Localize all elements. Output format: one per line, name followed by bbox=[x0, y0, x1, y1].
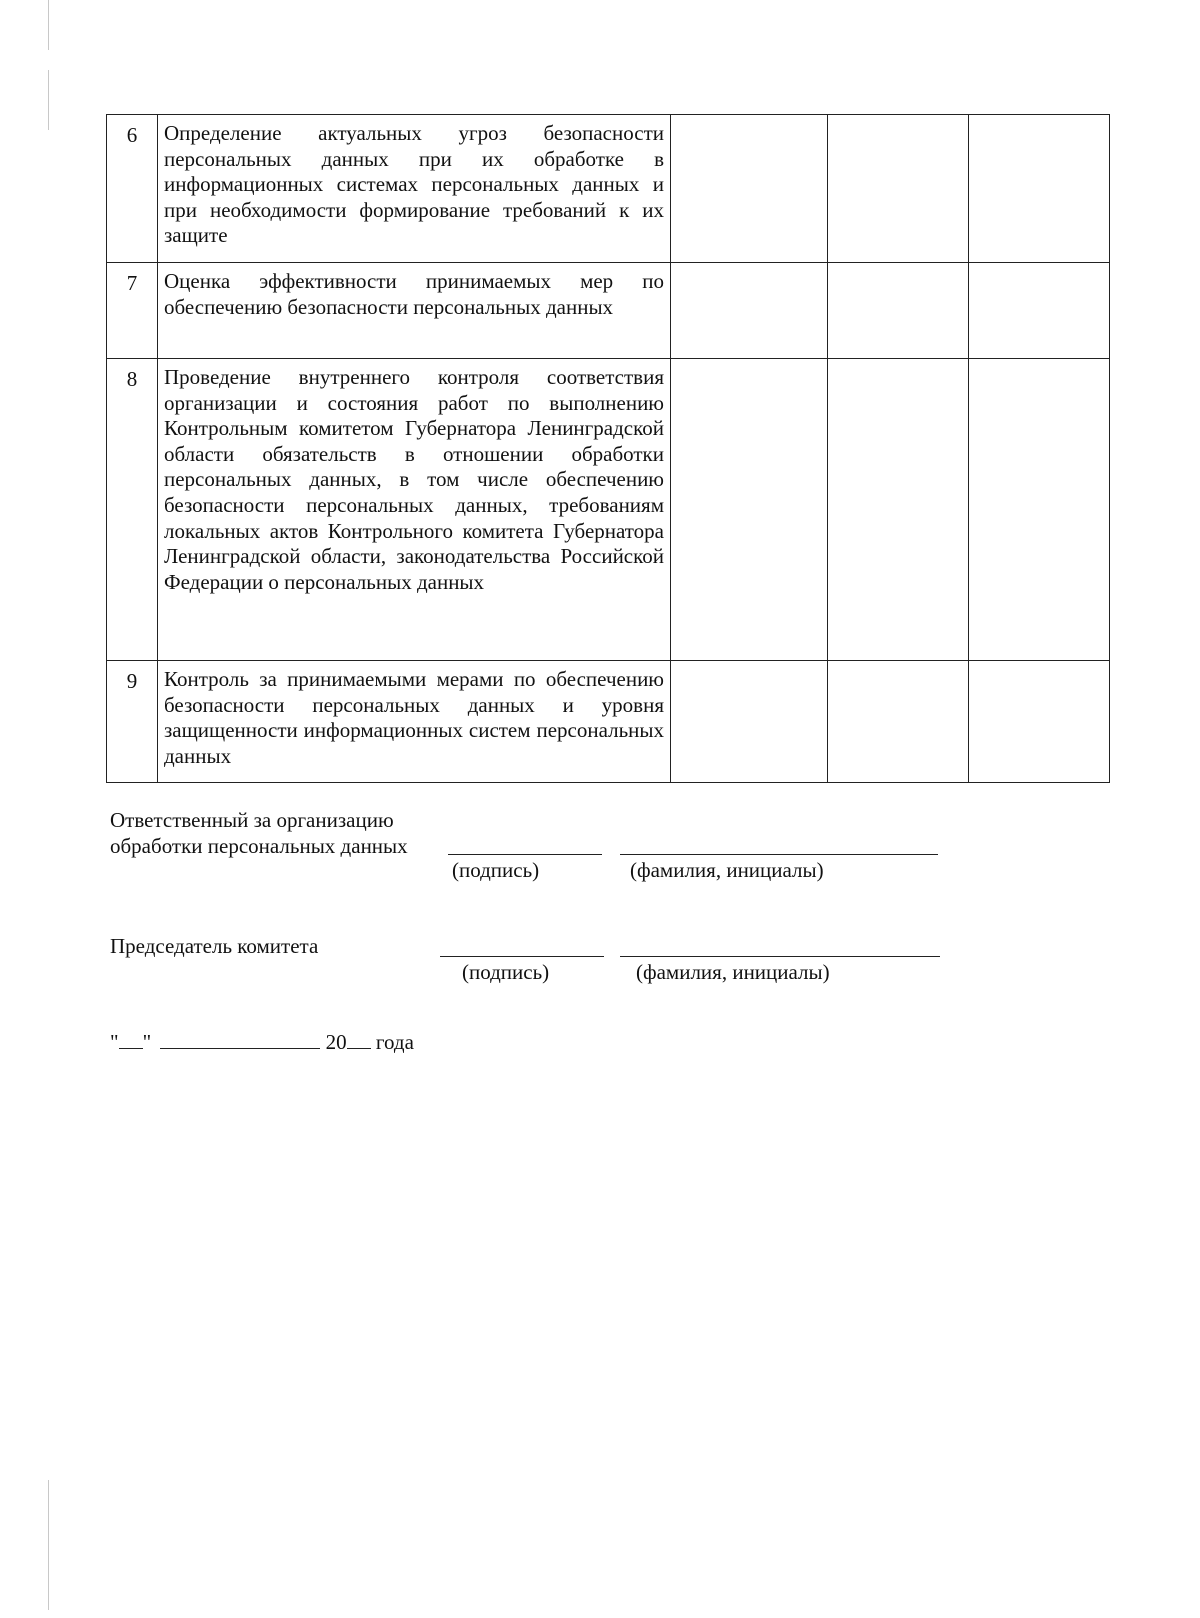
chairman-label: Председатель комитета bbox=[110, 934, 319, 958]
responsible-signature-line bbox=[448, 854, 602, 855]
scan-edge-top bbox=[48, 0, 49, 50]
date-close-quote: " bbox=[142, 1030, 152, 1054]
chairman-signature-line bbox=[440, 956, 604, 957]
empty-cell bbox=[828, 359, 969, 661]
responsible-signature-caption: (подпись) bbox=[452, 858, 540, 882]
chairman-name-line bbox=[620, 956, 940, 957]
table-row bbox=[107, 661, 1110, 783]
row-text: Оценка эффективности принимаемых мер по обеспечению безопасности персональных данных bbox=[158, 263, 671, 359]
empty-cell bbox=[671, 115, 828, 263]
responsible-name-line bbox=[620, 854, 938, 855]
empty-cell bbox=[671, 359, 828, 661]
responsible-name-caption: (фамилия, инициалы) bbox=[630, 858, 824, 882]
empty-cell bbox=[828, 661, 969, 783]
empty-cell bbox=[969, 263, 1110, 359]
year-blank bbox=[347, 1030, 371, 1049]
day-blank bbox=[119, 1030, 143, 1049]
scan-edge-bottom bbox=[48, 1480, 49, 1610]
row-number: 9 bbox=[107, 661, 158, 783]
date-open-quote: " bbox=[110, 1030, 119, 1054]
empty-cell bbox=[969, 359, 1110, 661]
row-number: 7 bbox=[107, 263, 158, 359]
table-row bbox=[107, 115, 1110, 263]
chairman-signature-caption: (подпись) bbox=[462, 960, 550, 984]
measures-table bbox=[106, 114, 1110, 783]
empty-cell bbox=[671, 263, 828, 359]
table-row bbox=[107, 359, 1110, 661]
year-suffix: года bbox=[375, 1030, 414, 1054]
row-number: 6 bbox=[107, 115, 158, 263]
empty-cell bbox=[671, 661, 828, 783]
empty-cell bbox=[969, 115, 1110, 263]
table-row bbox=[107, 263, 1110, 359]
scan-edge-mid bbox=[48, 70, 49, 130]
chairman-name-caption: (фамилия, инициалы) bbox=[636, 960, 830, 984]
responsible-label-line2: обработки персональных данных bbox=[110, 834, 408, 858]
empty-cell bbox=[969, 661, 1110, 783]
empty-cell bbox=[828, 115, 969, 263]
date-row bbox=[110, 1030, 414, 1055]
month-blank bbox=[160, 1030, 320, 1049]
empty-cell bbox=[828, 263, 969, 359]
row-number: 8 bbox=[107, 359, 158, 661]
row-text: Контроль за принимаемыми мерами по обеспечению безопасности персональных данных и уровня защищенности информационных систем персональных данных bbox=[158, 661, 671, 783]
row-text: Проведение внутреннего контроля соответствия организации и состояния работ по выполнению Контрольным комитетом Губернатора Ленинградской области обязательств в отношении обработки персональных данных, в том числе обеспечению безопасности персональных данных, требованиям локальных актов Контрольного комитета Губернатора Ленинградской области, законодательства Российской Федерации о персональных данных bbox=[158, 359, 671, 661]
row-text: Определение актуальных угроз безопасности персональных данных при их обработке в информационных системах персональных данных и при необходимости формирование требований к их защите bbox=[158, 115, 671, 263]
responsible-label-line1: Ответственный за организацию bbox=[110, 808, 394, 832]
year-prefix: 20 bbox=[325, 1030, 347, 1054]
